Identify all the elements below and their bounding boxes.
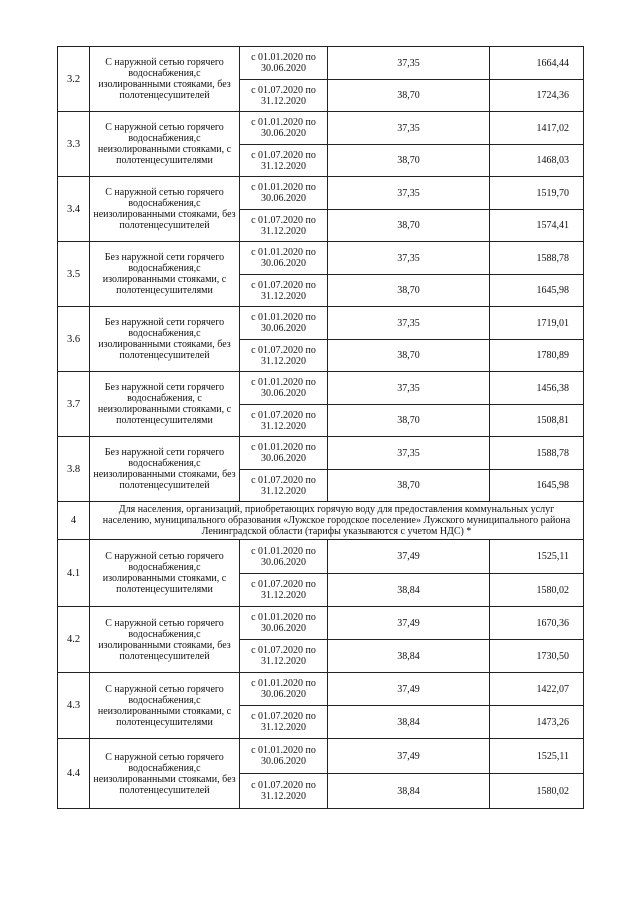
tariff-cell: 1508,81: [490, 405, 584, 437]
tariff-cell: 1580,02: [490, 574, 584, 607]
row-description: Без наружной сети горячего водоснабжения, с неизолированными стояками, с полотенцесушителями: [90, 372, 240, 437]
tariff-cell: 1719,01: [490, 307, 584, 340]
period-cell: с 01.07.2020 по 31.12.2020: [240, 640, 328, 673]
tariff-cell: 1519,70: [490, 177, 584, 210]
tariff-cell: 1670,36: [490, 607, 584, 640]
row-number: 3.7: [58, 372, 90, 437]
value-cell: 37,49: [328, 673, 490, 706]
table-row: [58, 673, 584, 706]
row-number: 3.4: [58, 177, 90, 242]
row-number: 3.3: [58, 112, 90, 177]
row-description: С наружной сетью горячего водоснабжения,с изолированными стояками, с полотенцесушителями: [90, 540, 240, 607]
table-row: [58, 540, 584, 574]
tariff-cell: 1588,78: [490, 437, 584, 470]
tariff-cell: 1580,02: [490, 774, 584, 809]
row-number: 3.5: [58, 242, 90, 307]
period-cell: с 01.01.2020 по 30.06.2020: [240, 112, 328, 145]
tariff-cell: 1645,98: [490, 470, 584, 502]
row-number: 3.6: [58, 307, 90, 372]
period-cell: с 01.01.2020 по 30.06.2020: [240, 177, 328, 210]
table-row: [58, 47, 584, 80]
table-row: [58, 112, 584, 145]
row-number: 4.4: [58, 739, 90, 809]
period-cell: с 01.01.2020 по 30.06.2020: [240, 739, 328, 774]
table-row: [58, 437, 584, 470]
row-description: Без наружной сети горячего водоснабжения,с неизолированными стояками, без полотенцесушителей: [90, 437, 240, 502]
value-cell: 38,70: [328, 145, 490, 177]
value-cell: 37,35: [328, 242, 490, 275]
value-cell: 37,35: [328, 47, 490, 80]
row-number: 4.1: [58, 540, 90, 607]
section-row: [58, 502, 584, 540]
value-cell: 37,35: [328, 372, 490, 405]
period-cell: с 01.07.2020 по 31.12.2020: [240, 340, 328, 372]
period-cell: с 01.01.2020 по 30.06.2020: [240, 307, 328, 340]
tariff-cell: 1574,41: [490, 210, 584, 242]
value-cell: 38,70: [328, 340, 490, 372]
value-cell: 37,35: [328, 177, 490, 210]
tariff-cell: 1588,78: [490, 242, 584, 275]
row-number: 3.2: [58, 47, 90, 112]
table-row: [58, 372, 584, 405]
period-cell: с 01.01.2020 по 30.06.2020: [240, 437, 328, 470]
table-row: [58, 739, 584, 774]
value-cell: 37,49: [328, 540, 490, 574]
period-cell: с 01.07.2020 по 31.12.2020: [240, 80, 328, 112]
row-description: Без наружной сети горячего водоснабжения,с изолированными стояками, без полотенцесушителей: [90, 307, 240, 372]
value-cell: 38,84: [328, 774, 490, 809]
tariff-cell: 1417,02: [490, 112, 584, 145]
period-cell: с 01.07.2020 по 31.12.2020: [240, 470, 328, 502]
table-row: [58, 607, 584, 640]
row-number: 3.8: [58, 437, 90, 502]
tariff-cell: 1645,98: [490, 275, 584, 307]
tariff-cell: 1664,44: [490, 47, 584, 80]
period-cell: с 01.01.2020 по 30.06.2020: [240, 540, 328, 574]
value-cell: 37,35: [328, 437, 490, 470]
table-row: [58, 242, 584, 275]
row-description: С наружной сетью горячего водоснабжения,с неизолированными стояками, с полотенцесушителями: [90, 673, 240, 739]
period-cell: с 01.07.2020 по 31.12.2020: [240, 210, 328, 242]
period-cell: с 01.01.2020 по 30.06.2020: [240, 372, 328, 405]
row-number: 4.2: [58, 607, 90, 673]
period-cell: с 01.01.2020 по 30.06.2020: [240, 673, 328, 706]
value-cell: 38,70: [328, 470, 490, 502]
section-number: 4: [58, 502, 90, 540]
tariff-cell: 1468,03: [490, 145, 584, 177]
value-cell: 37,49: [328, 739, 490, 774]
period-cell: с 01.01.2020 по 30.06.2020: [240, 607, 328, 640]
row-description: С наружной сетью горячего водоснабжения,с изолированными стояками, без полотенцесушителей: [90, 607, 240, 673]
period-cell: с 01.01.2020 по 30.06.2020: [240, 47, 328, 80]
row-number: 4.3: [58, 673, 90, 739]
value-cell: 38,84: [328, 640, 490, 673]
value-cell: 38,70: [328, 210, 490, 242]
period-cell: с 01.07.2020 по 31.12.2020: [240, 706, 328, 739]
tariff-cell: 1525,11: [490, 739, 584, 774]
value-cell: 38,84: [328, 706, 490, 739]
value-cell: 38,70: [328, 405, 490, 437]
tariff-cell: 1473,26: [490, 706, 584, 739]
period-cell: с 01.07.2020 по 31.12.2020: [240, 405, 328, 437]
tariff-table: [57, 46, 584, 809]
table-row: [58, 177, 584, 210]
row-description: С наружной сетью горячего водоснабжения,с изолированными стояками, без полотенцесушителей: [90, 47, 240, 112]
period-cell: с 01.01.2020 по 30.06.2020: [240, 242, 328, 275]
value-cell: 38,84: [328, 574, 490, 607]
row-description: С наружной сетью горячего водоснабжения,с неизолированными стояками, без полотенцесушителей: [90, 739, 240, 809]
value-cell: 38,70: [328, 80, 490, 112]
value-cell: 38,70: [328, 275, 490, 307]
table-row: [58, 307, 584, 340]
tariff-cell: 1730,50: [490, 640, 584, 673]
tariff-cell: 1525,11: [490, 540, 584, 574]
value-cell: 37,49: [328, 607, 490, 640]
period-cell: с 01.07.2020 по 31.12.2020: [240, 774, 328, 809]
value-cell: 37,35: [328, 307, 490, 340]
row-description: Без наружной сети горячего водоснабжения,с изолированными стояками, с полотенцесушителями: [90, 242, 240, 307]
tariff-cell: 1422,07: [490, 673, 584, 706]
section-heading: Для населения, организаций, приобретающих горячую воду для предоставления коммунальных услуг населению, муниципального образования «Лужское городское поселение» Лужского муниципального района Ленинградской области (тарифы указываются с учетом НДС) *: [90, 502, 584, 540]
row-description: С наружной сетью горячего водоснабжения,с неизолированными стояками, с полотенцесушителями: [90, 112, 240, 177]
tariff-cell: 1724,36: [490, 80, 584, 112]
period-cell: с 01.07.2020 по 31.12.2020: [240, 574, 328, 607]
row-description: С наружной сетью горячего водоснабжения,с неизолированными стояками, без полотенцесушителей: [90, 177, 240, 242]
tariff-cell: 1780,89: [490, 340, 584, 372]
tariff-cell: 1456,38: [490, 372, 584, 405]
period-cell: с 01.07.2020 по 31.12.2020: [240, 145, 328, 177]
period-cell: с 01.07.2020 по 31.12.2020: [240, 275, 328, 307]
value-cell: 37,35: [328, 112, 490, 145]
